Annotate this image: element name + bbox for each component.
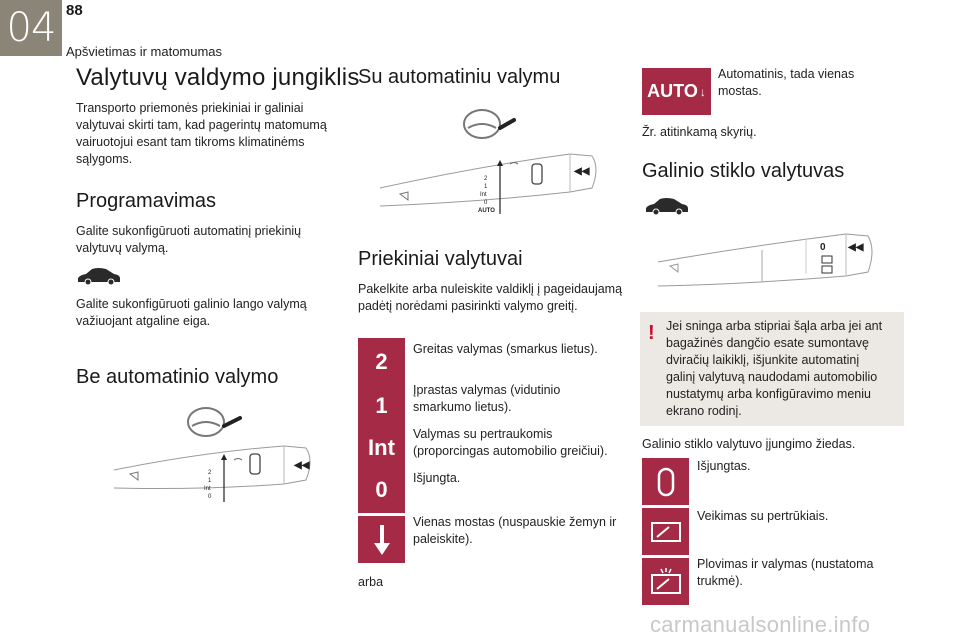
front-wipers-text: Pakelkite arba nuleiskite valdiklį į pageidaujamą padėtį norėdami pasirinkti valymo greitį. <box>358 282 623 313</box>
auto-heading: Su automatiniu valymu <box>358 66 561 88</box>
steering-wheel-icon <box>464 110 514 138</box>
programming-heading: Programavimas <box>76 190 217 212</box>
rear-wash-text: Galite sukonfigūruoti galinio lango valymą važiuojant atgaline eiga. <box>76 297 307 328</box>
down-arrow-icon <box>358 516 405 563</box>
svg-text:◀◀: ◀◀ <box>848 242 864 253</box>
item-text: Įprastas valymas (vidutinio smarkumo lietus). <box>413 383 561 414</box>
or-text: arba <box>358 575 384 589</box>
intro-text: Transporto priemonės priekiniai ir galiniai valytuvai skirti tam, kad pagerintų matomumą vairuotojui esant tam tikroms klimatinėms sąlygoms. <box>76 101 327 166</box>
speed-1-icon: 1 <box>358 382 405 429</box>
svg-text:◀◀: ◀◀ <box>294 460 310 471</box>
footer-watermark: carmanualsonline.info <box>650 612 871 637</box>
item-text: Išjungtas. <box>697 459 751 473</box>
item-text: Išjungta. <box>413 471 461 485</box>
stalk-illustration-auto <box>370 102 610 220</box>
stalk-label: Int <box>204 486 211 492</box>
stalk-illustration-rear <box>650 222 890 306</box>
front-wipers-heading: Priekiniai valytuvai <box>358 248 523 270</box>
ring-text: Galinio stiklo valytuvo įjungimo žiedas. <box>642 437 856 451</box>
no-auto-heading: Be automatinio valymo <box>76 366 279 388</box>
auto-icon: AUTO ↓ <box>642 68 711 115</box>
item-text: Greitas valymas (smarkus lietus). <box>413 342 598 356</box>
chapter-tab: 04 <box>0 0 62 56</box>
warning-icon: ! <box>648 322 655 344</box>
programming-text: Galite sukonfigūruoti automatinį priekinių valytuvų valymą. <box>76 224 302 255</box>
stalk-label: 0 <box>820 242 826 253</box>
wash-wipe-icon <box>642 558 689 605</box>
chapter-title: Apšvietimas ir matomumas <box>66 44 223 59</box>
stalk-label: 2 <box>484 176 488 182</box>
steering-wheel-icon <box>188 408 240 436</box>
item-text: Plovimas ir valymas (nustatoma trukmė). <box>697 557 874 588</box>
item-text: Vienas mostas (nuspauskie žemyn ir paleiskite). <box>413 515 617 546</box>
speed-2-icon: 2 <box>358 338 405 385</box>
see-text: Žr. atitinkamą skyrių. <box>642 125 757 139</box>
stalk-label: 1 <box>484 184 488 190</box>
stalk-label: 2 <box>208 470 212 476</box>
car-icon <box>644 196 690 216</box>
item-text: Valymas su pertraukomis (proporcingas automobilio greičiui). <box>413 427 608 458</box>
page-number: 88 <box>66 2 83 19</box>
car-icon <box>76 266 122 286</box>
stalk-label: Int <box>480 192 487 198</box>
stalk-label: 0 <box>484 200 488 206</box>
off-ring-icon <box>642 458 689 505</box>
item-text: Veikimas su pertrūkiais. <box>697 509 829 523</box>
intermittent-wiper-icon <box>642 508 689 555</box>
stalk-illustration-manual <box>84 402 324 520</box>
stalk-label: 0 <box>208 494 212 500</box>
stalk-label: 1 <box>208 478 212 484</box>
section-title: Valytuvų valdymo jungiklis <box>76 64 360 91</box>
off-icon: 0 <box>358 466 405 513</box>
rear-wiper-heading: Galinio stiklo valytuvas <box>642 160 845 182</box>
intermittent-icon: Int <box>358 424 405 471</box>
auto-text: Automatinis, tada vienas mostas. <box>718 67 855 98</box>
warning-text: Jei sninga arba stipriai šąla arba jei ant bagažinės dangčio esate sumontavę dviračių laikiklį, išjunkite automatinį galinį valytuvą naudodami automobilio nustatymų arba konfigūravimo meniu ekrano rodinį. <box>666 319 883 418</box>
svg-text:◀◀: ◀◀ <box>574 166 590 177</box>
stalk-label: AUTO <box>478 208 495 214</box>
